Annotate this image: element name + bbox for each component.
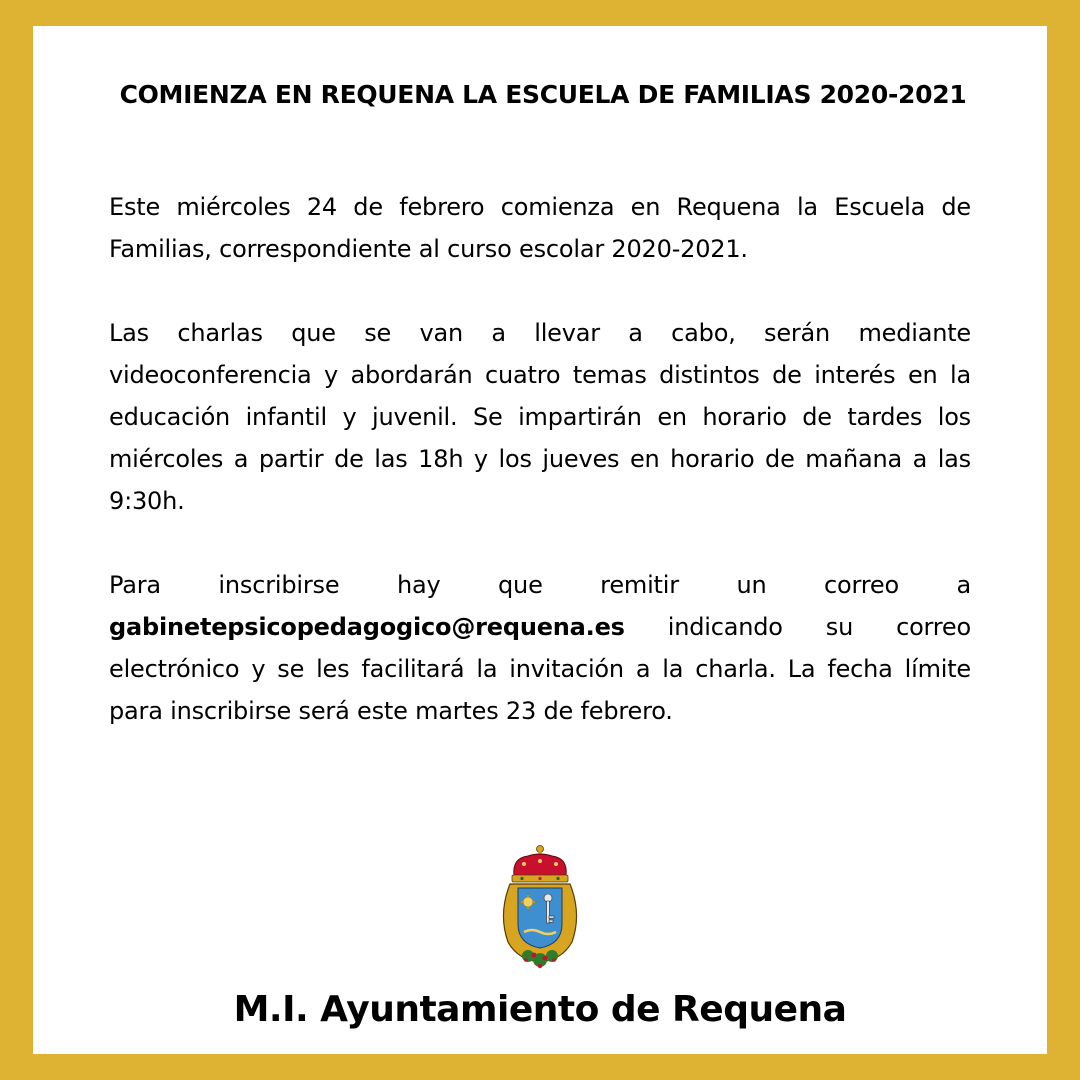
organization-name: M.I. Ayuntamiento de Requena (233, 989, 847, 1030)
paragraph-registration (109, 564, 971, 732)
coat-of-arms-icon (490, 844, 590, 974)
paragraph-start-date: Este miércoles 24 de febrero comienza en Requena la Escuela de Familias, correspondiente al curso escolar 2020-2021. (109, 193, 971, 263)
page-title: COMIENZA EN REQUENA LA ESCUELA DE FAMILIAS 2020-2021 (119, 80, 967, 109)
contact-email[interactable]: gabinetepsicopedagogico@requena.es (109, 613, 625, 641)
registration-intro: Para inscribirse hay que remitir un correo a (109, 571, 971, 599)
crown-icon (512, 846, 568, 883)
registration-details: indicando su correo electrónico y se les facilitará la invitación a la charla. La fecha límite para inscribirse será este martes 23 de febrero. (109, 613, 971, 725)
paragraph-talks-schedule: Las charlas que se van a llevar a cabo, serán mediante videoconferencia y abordarán cuatro temas distintos de interés en la educación infantil y juvenil. Se impartirán en horario de tardes los miércoles a partir de las 18h y los jueves en horario de mañana a las 9:30h. (109, 319, 971, 515)
announcement-body (109, 186, 971, 732)
content-card (33, 26, 1047, 1054)
